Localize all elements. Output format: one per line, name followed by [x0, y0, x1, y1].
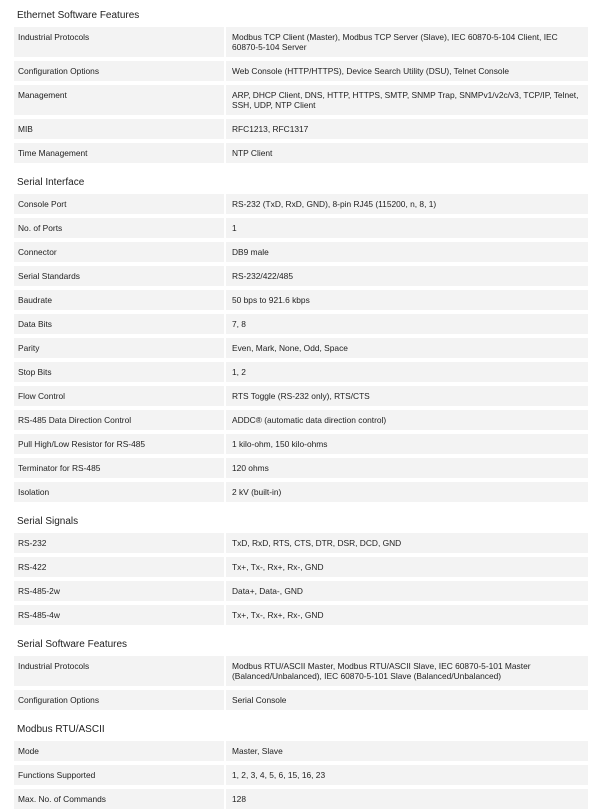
spec-value: 1	[232, 223, 237, 233]
spec-value: Web Console (HTTP/HTTPS), Device Search Utility (DSU), Telnet Console	[232, 66, 510, 76]
spec-row	[14, 85, 588, 115]
spec-row	[14, 765, 588, 785]
spec-row	[14, 690, 588, 710]
spec-label: Isolation	[14, 482, 226, 502]
spec-value: RFC1213, RFC1317	[232, 124, 309, 134]
spec-value: 1 kilo-ohm, 150 kilo-ohms	[232, 439, 328, 449]
spec-value: 7, 8	[232, 319, 246, 329]
spec-row	[14, 314, 588, 334]
spec-label: Functions Supported	[14, 765, 226, 785]
spec-row	[14, 194, 588, 214]
spec-value: 120 ohms	[232, 463, 269, 473]
spec-value: Tx+, Tx-, Rx+, Rx-, GND	[232, 610, 324, 620]
section-title: Ethernet Software Features	[17, 10, 140, 21]
spec-label: Baudrate	[14, 290, 226, 310]
spec-value: 2 kV (built-in)	[232, 487, 282, 497]
spec-section	[14, 0, 588, 163]
spec-row	[14, 410, 588, 430]
spec-value: Master, Slave	[232, 746, 283, 756]
spec-row	[14, 458, 588, 478]
spec-label: RS-485 Data Direction Control	[14, 410, 226, 430]
spec-label: Pull High/Low Resistor for RS-485	[14, 434, 226, 454]
spec-label: Data Bits	[14, 314, 226, 334]
spec-value: TxD, RxD, RTS, CTS, DTR, DSR, DCD, GND	[232, 538, 402, 548]
spec-label: MIB	[14, 119, 226, 139]
spec-label: Terminator for RS-485	[14, 458, 226, 478]
spec-label: No. of Ports	[14, 218, 226, 238]
spec-label: Flow Control	[14, 386, 226, 406]
spec-row	[14, 290, 588, 310]
spec-label: Configuration Options	[14, 690, 226, 710]
spec-row	[14, 143, 588, 163]
spec-row	[14, 741, 588, 761]
spec-label: Industrial Protocols	[14, 656, 226, 686]
spec-value: 1, 2, 3, 4, 5, 6, 15, 16, 23	[232, 770, 326, 780]
section-title: Serial Interface	[17, 177, 85, 188]
spec-label: Mode	[14, 741, 226, 761]
spec-value: Data+, Data-, GND	[232, 586, 303, 596]
spec-row	[14, 581, 588, 601]
spec-row	[14, 266, 588, 286]
spec-label: Time Management	[14, 143, 226, 163]
spec-value: 50 bps to 921.6 kbps	[232, 295, 310, 305]
spec-value: Even, Mark, None, Odd, Space	[232, 343, 348, 353]
spec-value: 1, 2	[232, 367, 246, 377]
section-title: Modbus RTU/ASCII	[17, 724, 105, 735]
spec-row	[14, 242, 588, 262]
spec-value: 128	[232, 794, 246, 804]
spec-row	[14, 482, 588, 502]
spec-value: DB9 male	[232, 247, 269, 257]
spec-value: RTS Toggle (RS-232 only), RTS/CTS	[232, 391, 370, 401]
spec-section	[14, 167, 588, 502]
section-title: Serial Signals	[17, 516, 79, 527]
spec-value: NTP Client	[232, 148, 273, 158]
spec-value: ARP, DHCP Client, DNS, HTTP, HTTPS, SMTP, SNMP Trap, SNMPv1/v2c/v3, TCP/IP, Telnet, SSH, UDP, NTP Client	[232, 90, 579, 110]
spec-value: ADDC® (automatic data direction control)	[232, 415, 387, 425]
spec-value: Modbus TCP Client (Master), Modbus TCP Server (Slave), IEC 60870-5-104 Client, IEC 60870-5-104 Server	[232, 32, 558, 52]
spec-row	[14, 557, 588, 577]
spec-label: RS-485-4w	[14, 605, 226, 625]
spec-row	[14, 119, 588, 139]
spec-label: Console Port	[14, 194, 226, 214]
spec-section	[14, 629, 588, 710]
spec-row	[14, 533, 588, 553]
spec-row	[14, 218, 588, 238]
spec-value: Tx+, Tx-, Rx+, Rx-, GND	[232, 562, 324, 572]
spec-label: Serial Standards	[14, 266, 226, 286]
spec-label: Management	[14, 85, 226, 115]
spec-row	[14, 605, 588, 625]
spec-label: Industrial Protocols	[14, 27, 226, 57]
spec-label: Configuration Options	[14, 61, 226, 81]
section-title: Serial Software Features	[17, 639, 128, 650]
spec-label: Max. No. of Commands	[14, 789, 226, 809]
spec-row	[14, 434, 588, 454]
spec-value: Modbus RTU/ASCII Master, Modbus RTU/ASCII Slave, IEC 60870-5-101 Master (Balanced/Unbalanced), IEC 60870-5-101 Slave (Balanced/Unbalanced)	[232, 661, 531, 681]
spec-row	[14, 656, 588, 686]
spec-value: Serial Console	[232, 695, 287, 705]
spec-row	[14, 789, 588, 809]
spec-row	[14, 338, 588, 358]
spec-value: RS-232/422/485	[232, 271, 293, 281]
spec-section	[14, 506, 588, 625]
spec-label: Stop Bits	[14, 362, 226, 382]
spec-label: Connector	[14, 242, 226, 262]
spec-label: RS-232	[14, 533, 226, 553]
spec-value: RS-232 (TxD, RxD, GND), 8-pin RJ45 (115200, n, 8, 1)	[232, 199, 437, 209]
spec-label: RS-422	[14, 557, 226, 577]
spec-row	[14, 386, 588, 406]
spec-row	[14, 27, 588, 57]
spec-row	[14, 61, 588, 81]
spec-label: Parity	[14, 338, 226, 358]
spec-row	[14, 362, 588, 382]
spec-section	[14, 714, 588, 809]
spec-label: RS-485-2w	[14, 581, 226, 601]
